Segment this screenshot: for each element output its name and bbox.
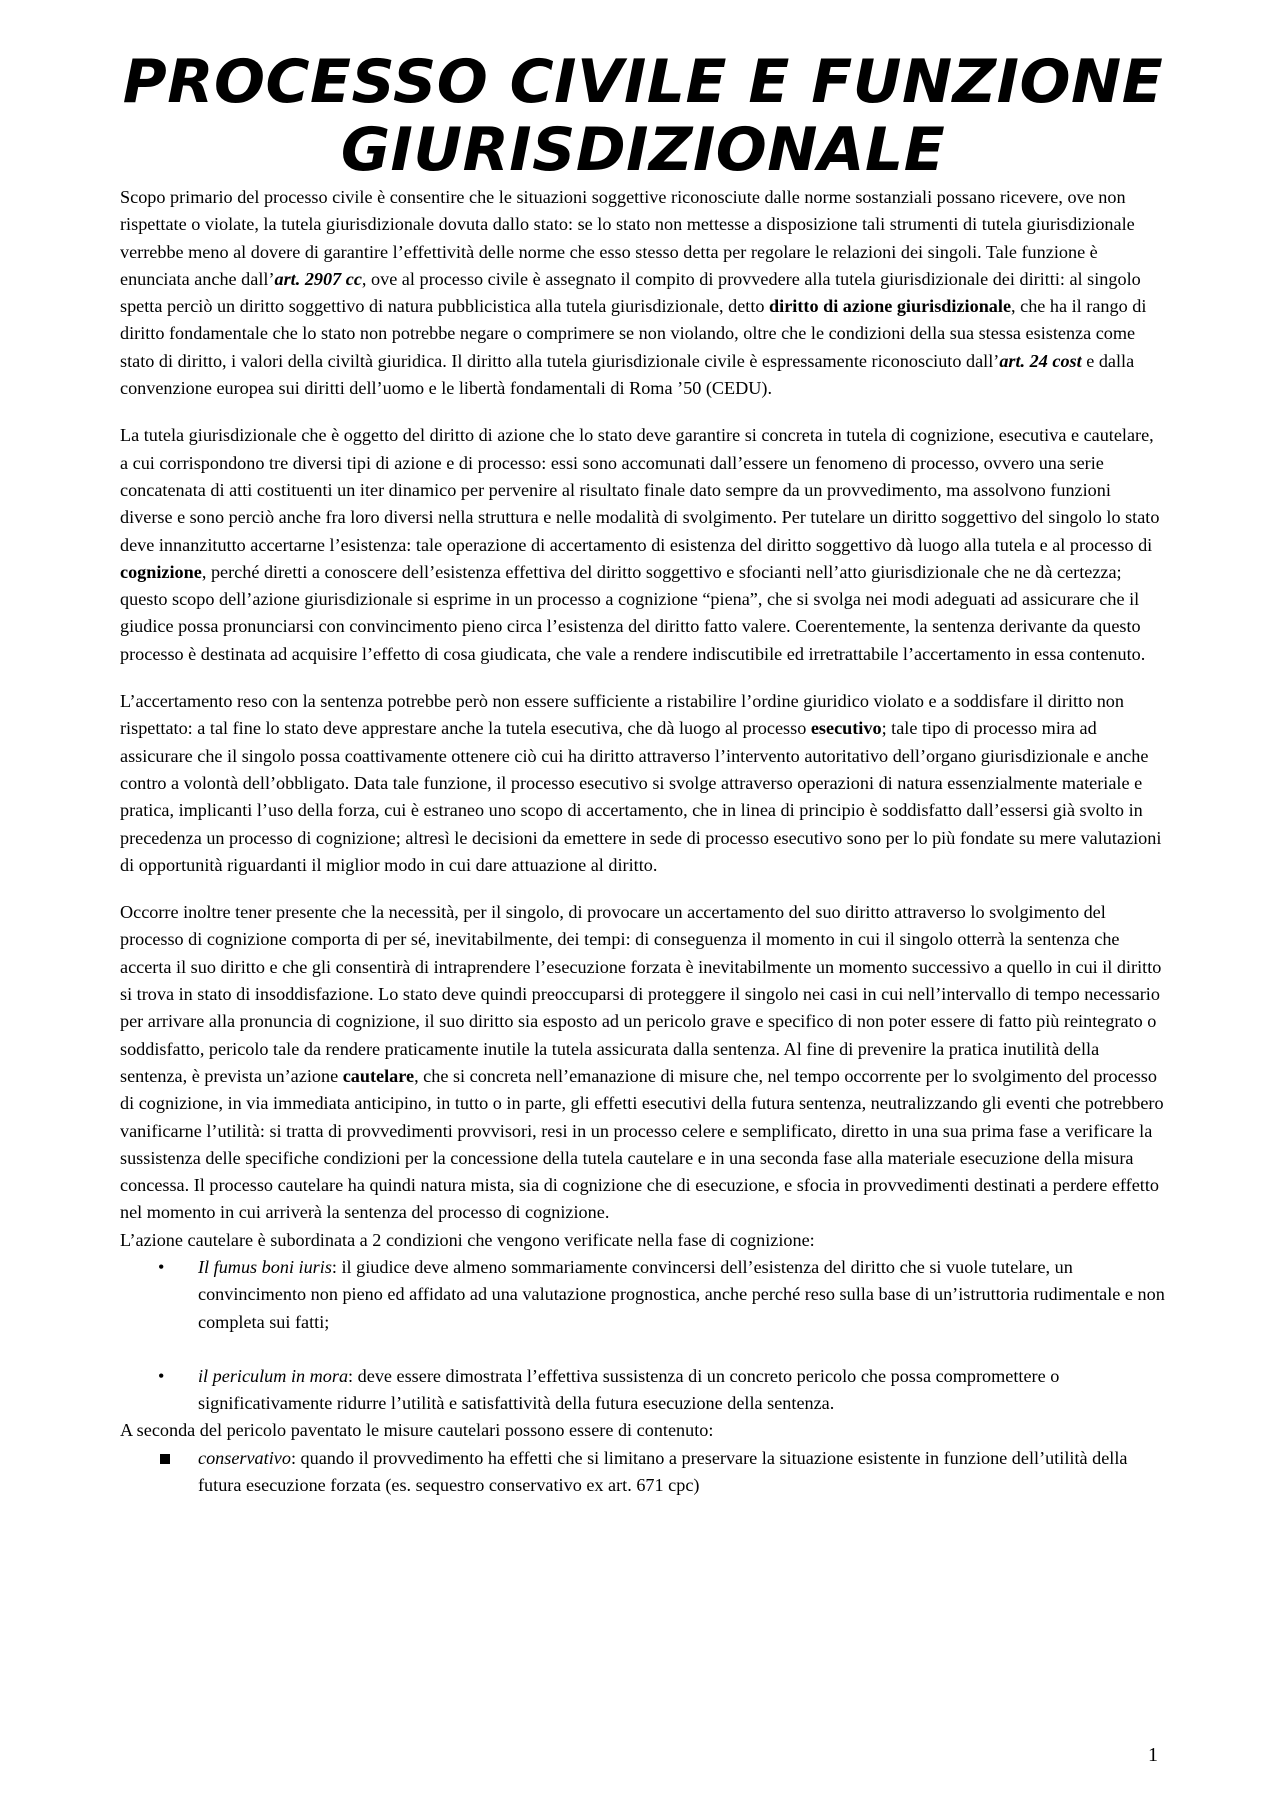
paragraph-3-text-1: L’accertamento reso con la sentenza potrebbe però non essere sufficiente a ristabilire l’ordine giuridico violato e a soddisfare il diritto non rispettato: a tal fine lo stato deve apprestare anche la tutela esecutiva, che dà luogo al processo	[120, 691, 1124, 739]
conditions-list	[120, 1254, 1166, 1417]
paragraph-2-text-2: , perché diretti a conoscere dell’esistenza effettiva del diritto soggettivo e sfocianti nell’atto giurisdizionale che ne dà certezza; questo scopo dell’azione giurisdizionale si esprime in un processo a cognizione “piena”, che si svolga nei modi adeguati ad assicurare che il giudice possa pronunciarsi con convincimento pieno circa l’esistenza del diritto fatto valere. Coerentemente, la sentenza derivante da questo processo è destinata ad acquisire l’effetto di cosa giudicata, che vale a rendere indiscutibile ed irretrattabile l’accertamento in essa contenuto.	[120, 561, 1146, 664]
list-item	[120, 1254, 1166, 1336]
list-item-term: conservativo	[198, 1447, 291, 1468]
ref-art-2907-cc: art. 2907 cc	[274, 268, 362, 289]
paragraph-3	[120, 688, 1166, 879]
list-item-text: : il giudice deve almeno sommariamente convincersi dell’esistenza del diritto che si vuole tutelare, un convincimento non pieno ed affidato ad una valutazione prognostica, anche perché reso sulla base di un’istruttoria rudimentale e non completa sui fatti;	[198, 1256, 1165, 1332]
paragraph-4-text-2: , che si concreta nell’emanazione di misure che, nel tempo occorrente per lo svolgimento del processo di cognizione, in via immediata anticipino, in tutto o in parte, gli effetti esecutivi della futura sentenza, neutralizzando gli eventi che potrebbero vanificarne l’utilità: si tratta di provvedimenti provvisori, resi in un processo celere e semplificato, diretto in una sua prima fase a verificare la sussistenza delle specifiche condizioni per la concessione della tutela cautelare e in una seconda fase alla materiale esecuzione della misura concessa. Il processo cautelare ha quindi natura mista, sia di cognizione che di esecuzione, e sfocia in provvedimenti destinati a perdere effetto nel momento in cui arriverà la sentenza del processo di cognizione.	[120, 1065, 1164, 1223]
term-diritto-di-azione: diritto di azione giurisdizionale	[769, 296, 1012, 317]
paragraph-1	[120, 184, 1166, 402]
term-cautelare: cautelare	[342, 1065, 415, 1086]
list-item-term: il periculum in mora	[198, 1365, 349, 1386]
list-item-text: : deve essere dimostrata l’effettiva sussistenza di un concreto pericolo che possa compromettere o significativamente ridurre l’utilità e satisfattività della futura esecuzione della sentenza.	[198, 1365, 1060, 1414]
list-item-term: Il fumus boni iuris	[198, 1256, 332, 1277]
bullet-icon: •	[158, 1256, 165, 1277]
paragraph-2	[120, 422, 1166, 668]
paragraph-1-text-3: , che ha il rango di diritto fondamentale che lo stato non potrebbe negare o comprimere se non violando, oltre che le condizioni della sua stessa esistenza come stato di diritto, i valori della civiltà giuridica. Il diritto alla tutela giurisdizionale civile è espressamente riconosciuto dall’	[120, 296, 1147, 371]
paragraph-3-text-2: ; tale tipo di processo mira ad assicurare che il singolo possa coattivamente ottenere ciò cui ha diritto attraverso l’intervento autoritativo dell’organo giurisdizionale e anche contro a volontà dell’obbligato. Data tale funzione, il processo esecutivo si svolge attraverso operazioni di natura essenzialmente materiale e pratica, implicanti l’uso della forza, cui è estraneo uno scopo di accertamento, che in linea di principio è soddisfatto dall’essersi già svolto in precedenza un processo di cognizione; altresì le decisioni da emettere in sede di processo esecutivo sono per lo più fondate su mere valutazioni di opportunità riguardanti il miglior modo in cui dare attuazione al diritto.	[120, 718, 1162, 875]
paragraph-5: L’azione cautelare è subordinata a 2 condizioni che vengono verificate nella fase di cognizione:	[120, 1229, 815, 1250]
paragraph-6: A seconda del pericolo paventato le misure cautelari possono essere di contenuto:	[120, 1420, 714, 1441]
list-item	[120, 1445, 1166, 1500]
paragraph-4-text-1: Occorre inoltre tener presente che la necessità, per il singolo, di provocare un accertamento del suo diritto attraverso lo svolgimento del processo di cognizione comporta di per sé, inevitabilmente, dei tempi: di conseguenza il momento in cui il singolo otterrà la sentenza che accerta il suo diritto e che gli consentirà di intraprendere l’esecuzione forzata è inevitabilmente un momento successivo a quello in cui il diritto si trova in stato di insoddisfazione. Lo stato deve quindi preoccuparsi di proteggere il singolo nei casi in cui nell’intervallo di tempo necessario per arrivare alla pronuncia di cognizione, il suo diritto sia esposto ad un pericolo grave e specifico di non poter essere di fatto più reintegrato o soddisfatto, pericolo tale da rendere praticamente inutile la tutela assicurata dalla sentenza. Al fine di prevenire la pratica inutilità della sentenza, è prevista un’azione	[120, 902, 1162, 1086]
document-body	[120, 48, 1166, 1499]
paragraph-1-text-4: e dalla convenzione europea sui diritti dell’uomo e le libertà fondamentali di Roma ’50 (CEDU).	[120, 350, 1135, 399]
paragraph-1-text-1: Scopo primario del processo civile è consentire che le situazioni soggettive riconosciute dalle norme sostanziali possano ricevere, ove non rispettate o violate, la tutela giurisdizionale dovuta dallo stato: se lo stato non mettesse a disposizione tali strumenti di tutela giurisdizionale verrebbe meno al dovere di garantire l’effettività delle norme che esso stesso detta per regolare le relazioni dei singoli. Tale funzione è enunciata anche dall’	[120, 187, 1135, 289]
bullet-icon: •	[158, 1365, 165, 1386]
list-item-text: : quando il provvedimento ha effetti che si limitano a preservare la situazione esistente in funzione dell’utilità della futura esecuzione forzata (es. sequestro conservativo ex art. 671 cpc)	[198, 1447, 1128, 1496]
square-bullet-icon	[160, 1454, 170, 1464]
paragraph-4	[120, 899, 1166, 1227]
paragraph-1-text-2: , ove al processo civile è assegnato il compito di provvedere alla tutela giurisdizionale dei diritti: al singolo spetta perciò un diritto soggettivo di natura pubblicistica alla tutela giurisdizionale, detto	[120, 268, 1141, 317]
term-cognizione: cognizione	[120, 561, 202, 582]
page-title: PROCESSO CIVILE E FUNZIONE GIURISDIZIONALE	[122, 47, 1164, 185]
list-item	[120, 1363, 1166, 1418]
ref-art-24-cost: art. 24 cost	[999, 350, 1082, 371]
paragraph-2-text-1: La tutela giurisdizionale che è oggetto del diritto di azione che lo stato deve garantire si concreta in tutela di cognizione, esecutiva e cautelare, a cui corrispondono tre diversi tipi di azione e di processo: essi sono accomunati dall’essere un fenomeno di processo, ovvero una serie concatenata di atti costituenti un iter dinamico per pervenire al risultato finale dato sempre da un provvedimento, ma assolvono funzioni diverse e sono perciò anche fra loro diversi nella struttura e nelle modalità di svolgimento. Per tutelare un diritto soggettivo del singolo lo stato deve innanzitutto accertarne l’esistenza: tale operazione di accertamento di esistenza del diritto soggettivo dà luogo alla tutela e al processo di	[120, 425, 1160, 555]
term-esecutivo: esecutivo	[810, 718, 882, 739]
measures-list	[120, 1445, 1166, 1500]
page-number: 1	[1148, 1744, 1158, 1766]
